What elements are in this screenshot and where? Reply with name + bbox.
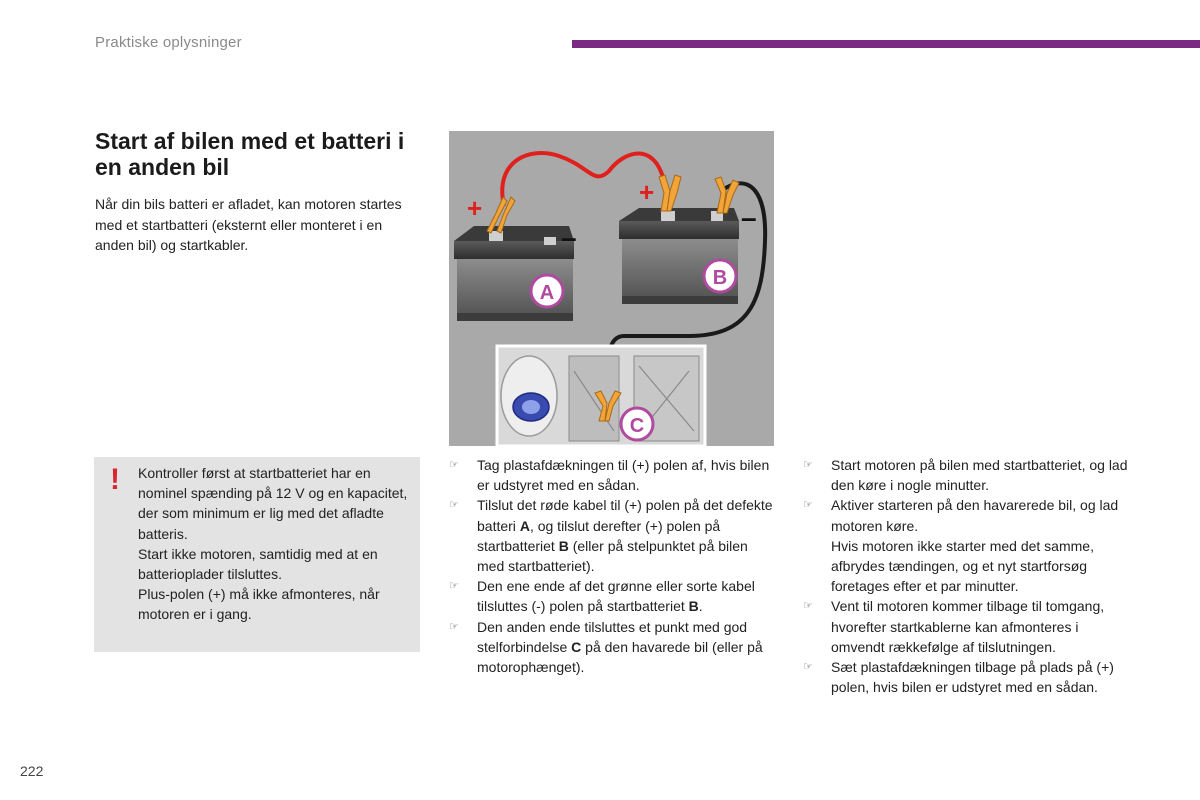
minus-sign-a: – [561, 222, 577, 253]
label-a: A [539, 282, 555, 304]
hand-pointer-icon: ☞ [803, 661, 813, 674]
step-text: Aktiver starteren på den havarerede bil, og lad motoren køre. [831, 497, 1119, 534]
hand-pointer-icon: ☞ [803, 600, 813, 613]
step-item [803, 455, 1133, 495]
intro-paragraph: Når din bils batteri er afladet, kan motoren startes med et startbatteri (eksternt eller monteret i en anden bil) og startkabler. [95, 196, 402, 253]
step-item [449, 495, 774, 576]
step-text-continued: Hvis motoren ikke starter med det samme, afbrydes tændingen, og et nyt startforsøg foretages efter et par minutter. [831, 537, 1094, 595]
step-item [803, 596, 1133, 657]
clamp-b-plus [659, 175, 681, 211]
warning-paragraph: Start ikke motoren, samtidig med at en batterioplader tilsluttes. [138, 545, 378, 583]
step-item [449, 617, 774, 678]
step-text: Tag plastafdækningen til (+) polen af, hvis bilen er udstyret med en sådan. [477, 457, 770, 494]
hand-pointer-icon: ☞ [449, 620, 459, 633]
label-b-badge [704, 260, 736, 292]
section-header-label: Praktiske oplysninger [95, 34, 242, 51]
hand-pointer-icon: ☞ [803, 499, 813, 512]
hand-pointer-icon: ☞ [449, 499, 459, 512]
steps-column-middle [449, 455, 774, 677]
step-item [449, 455, 774, 495]
label-c-badge [621, 408, 653, 440]
step-text: Vent til motoren kommer tilbage til tomgang, hvorefter startkablerne kan afmonteres i omvendt rækkefølge af tilslutningen. [831, 598, 1105, 655]
plus-sign-b: + [639, 177, 655, 207]
hand-pointer-icon: ☞ [449, 580, 459, 593]
warning-paragraph: Kontroller først at startbatteriet har en nominel spænding på 12 V og en kapacitet, der som minimum er lig med det afladte batteris. [138, 465, 408, 542]
page-title: Start af bilen med et batteri i en anden bil [95, 128, 405, 180]
step-text: Sæt plastafdækningen tilbage på plads på (+) polen, hvis bilen er udstyret med en sådan. [831, 659, 1114, 696]
plus-sign-a: + [467, 193, 483, 223]
label-b: B [712, 267, 728, 289]
page-number: 222 [20, 763, 44, 779]
steps-column-right [803, 455, 1133, 697]
jump-start-illustration [449, 131, 774, 446]
step-item [803, 495, 1133, 596]
hand-pointer-icon: ☞ [803, 459, 813, 471]
step-text: Den anden ende tilsluttes et punkt med god stelforbindelse C på den havarede bil (eller på motorophænget). [477, 618, 763, 676]
step-item [803, 657, 1133, 697]
label-a-badge [531, 275, 563, 307]
warning-text [138, 463, 413, 625]
label-c: C [629, 415, 645, 437]
section-accent-bar [572, 40, 1200, 48]
step-text: Den ene ende af det grønne eller sorte kabel tilsluttes (-) polen på startbatteriet B. [477, 578, 755, 615]
step-text: Start motoren på bilen med startbatteriet, og lad den køre i nogle minutter. [831, 457, 1128, 494]
minus-sign-b: – [741, 202, 757, 233]
warning-icon: ! [110, 463, 120, 496]
clamp-b-minus [715, 177, 739, 213]
warning-box [94, 457, 420, 652]
step-item [449, 576, 774, 616]
hand-pointer-icon: ☞ [449, 459, 459, 471]
battery-a [454, 226, 574, 321]
warning-paragraph: Plus-polen (+) må ikke afmonteres, når motoren er i gang. [138, 586, 380, 623]
step-text: Tilslut det røde kabel til (+) polen på det defekte batteri A, og tilslut derefter (+) polen på startbatteriet B (eller på stelpunktet på bilen med startbatteriet). [477, 497, 773, 575]
